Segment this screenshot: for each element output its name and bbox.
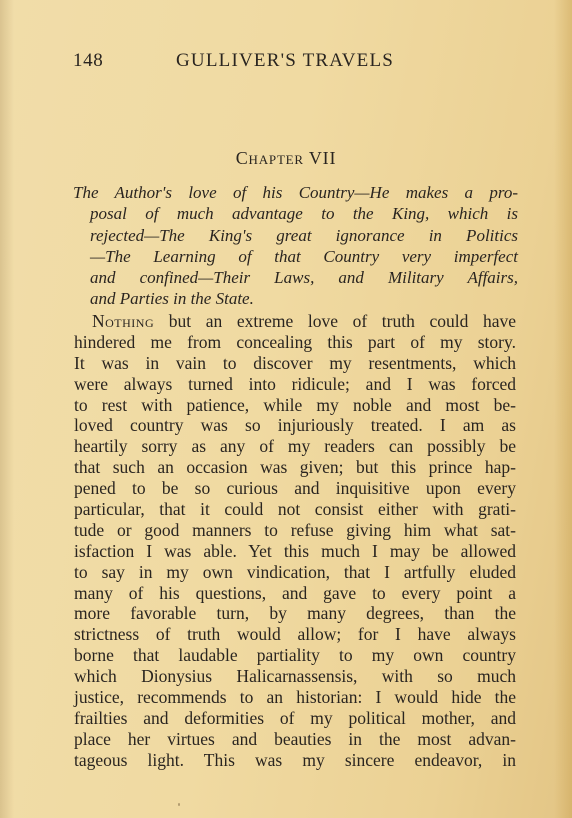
body-line: more favorable turn, by many degrees, than the xyxy=(74,603,516,624)
synopsis-line: and confined—Their Laws, and Military Affairs, xyxy=(90,268,518,288)
opening-word: Nothing xyxy=(92,311,155,331)
body-line: heartily sorry as any of my readers can possibly be xyxy=(74,436,516,457)
body-line: borne that laudable partiality to my own country xyxy=(74,645,516,666)
gutter-shadow xyxy=(0,0,14,818)
body-line xyxy=(74,311,516,332)
body-line: which Dionysius Halicarnassensis, with so much xyxy=(74,666,516,687)
body-line: that such an occasion was given; but this prince hap- xyxy=(74,457,516,478)
chapter-heading: Chapter VII xyxy=(235,148,337,168)
body-line: were always turned into ridicule; and I was forced xyxy=(74,373,516,394)
chapter-synopsis xyxy=(73,182,518,310)
body-line: isfaction I was able. Yet this much I may be allowed xyxy=(74,540,516,561)
body-line: to say in my own vindication, that I artfully eluded xyxy=(74,561,516,582)
body-line: tageous light. This was my sincere endeavor, in xyxy=(74,749,516,770)
page-number: 148 xyxy=(73,50,104,71)
body-line: place her virtues and beauties in the most advan- xyxy=(74,728,516,749)
first-line-rest: but an extreme love of truth could have xyxy=(154,311,516,331)
body-line: loved country was so injuriously treated. I am as xyxy=(74,415,516,436)
page-edge-shadow xyxy=(554,0,572,818)
synopsis-line: and Parties in the State. xyxy=(90,289,254,309)
body-line: strictness of truth would allow; for I have always xyxy=(74,624,516,645)
synopsis-line: posal of much advantage to the King, which is xyxy=(90,204,518,224)
body-line: many of his questions, and gave to every point a xyxy=(74,582,516,603)
body-line: frailties and deformities of my political mother, and xyxy=(74,707,516,728)
synopsis-line: The Author's love of his Country—He makes a pro- xyxy=(73,183,518,202)
synopsis-line: —The Learning of that Country very imperfect xyxy=(90,246,518,266)
paper-speck xyxy=(178,803,180,806)
body-line: to rest with patience, while my noble and most be- xyxy=(74,394,516,415)
body-line: tude or good manners to refuse giving him what sat- xyxy=(74,519,516,540)
body-line: justice, recommends to an historian: I would hide the xyxy=(74,687,516,708)
body-line: particular, that it could not consist either with grati- xyxy=(74,499,516,520)
running-title: GULLIVER'S TRAVELS xyxy=(176,50,395,71)
page-header xyxy=(73,50,513,74)
body-line: hindered me from concealing this part of my story. xyxy=(74,331,516,352)
synopsis-line: rejected—The King's great ignorance in Politics xyxy=(90,225,518,245)
body-line: It was in vain to discover my resentments, which xyxy=(74,352,516,373)
body-line: pened to be so curious and inquisitive upon every xyxy=(74,478,516,499)
body-text xyxy=(74,311,516,771)
